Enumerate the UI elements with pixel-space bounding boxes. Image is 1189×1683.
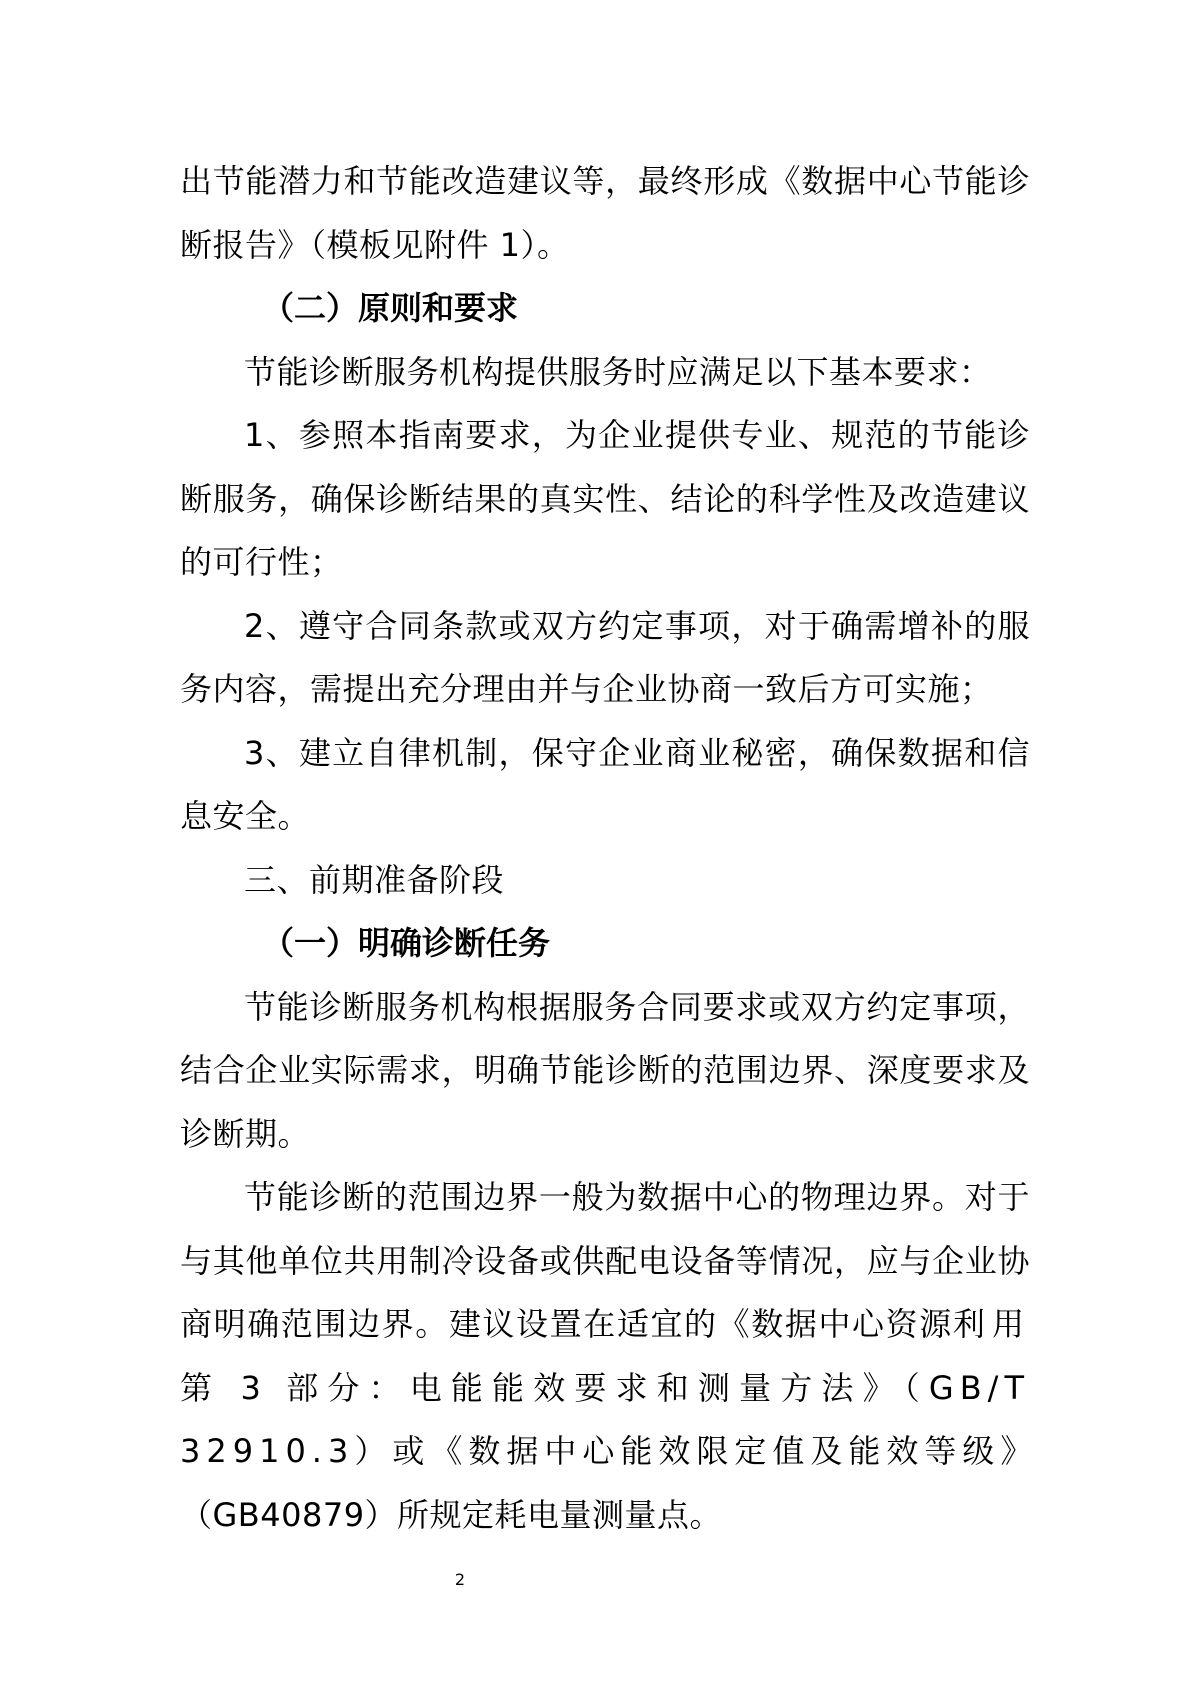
paragraph-requirement-1: 1、参照本指南要求，为企业提供专业、规范的节能诊断服务，确保诊断结果的真实性、结论的科学性及改造建议的可行性； [180, 416, 1030, 581]
section-heading-task: （一）明确诊断任务 [262, 924, 551, 962]
scope-text-part-3: （GB40879）所规定耗电量测量点。 [180, 1495, 723, 1534]
section-heading-principles: （二）原则和要求 [262, 289, 519, 327]
paragraph-requirement-2: 2、遵守合同条款或双方约定事项，对于确需增补的服务内容，需提出充分理由并与企业协商一致后方可实施； [180, 606, 1030, 708]
scope-text-part-2: 利用第 3 部分：电能能效要求和测量方法》（GB/T 32910.3）或《数据中心能效限定值及能效等级》 [180, 1305, 1039, 1470]
section-title-preparation: 三、前期准备阶段 [244, 860, 505, 899]
document-body [180, 150, 1039, 1547]
paragraph-requirement-3: 3、建立自律机制，保守企业商业秘密，确保数据和信息安全。 [180, 733, 1030, 835]
paragraph-scope-boundary [180, 1166, 1039, 1547]
paragraph-requirements-intro: 节能诊断服务机构提供服务时应满足以下基本要求： [244, 352, 992, 391]
page-number: 2 [454, 1570, 466, 1589]
paragraph-task-definition: 节能诊断服务机构根据服务合同要求或双方约定事项，结合企业实际需求，明确节能诊断的范围边界、深度要求及诊断期。 [180, 987, 1030, 1153]
scope-text-part-1: 节能诊断的范围边界一般为数据中心的物理边界。对于与其他单位共用制冷设备或供配电设备等情况，应与企业协商明确范围边界。建议设置在适宜的《数据中心资源 [180, 1178, 1030, 1343]
paragraph-continuation: 出节能潜力和节能改造建议等，最终形成《数据中心节能诊断报告》（模板见附件 1）。 [180, 162, 1030, 264]
